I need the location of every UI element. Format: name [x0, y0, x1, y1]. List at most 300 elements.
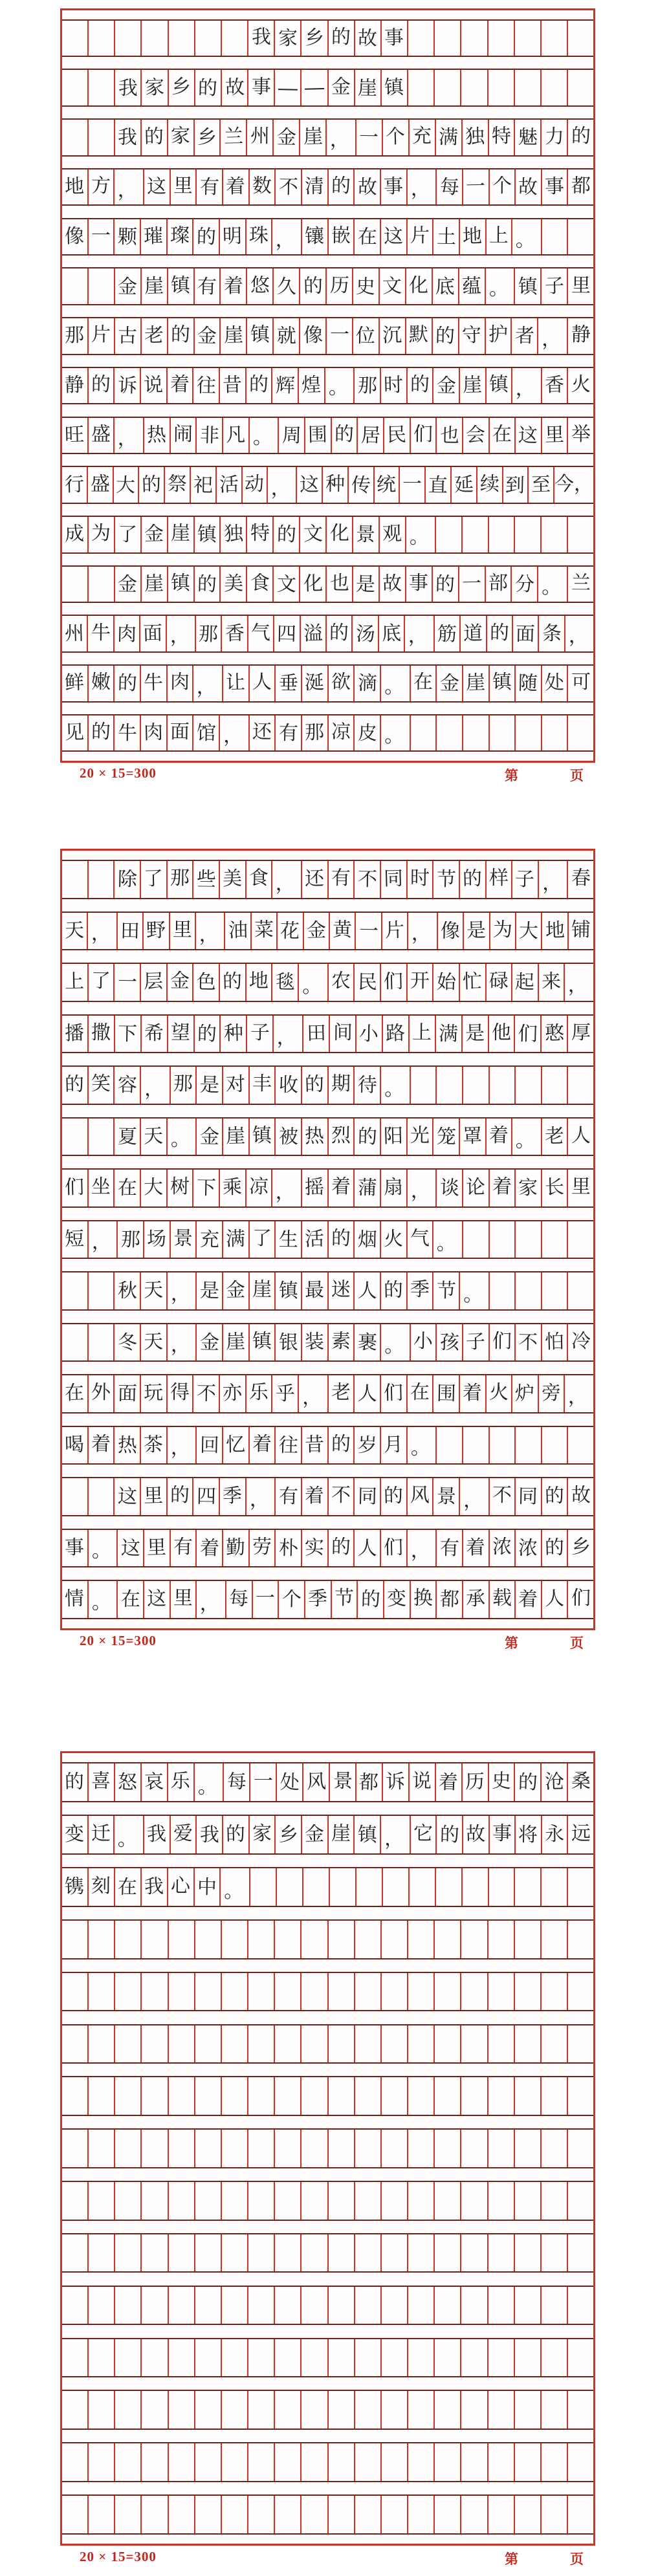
grid-cell	[458, 318, 485, 354]
grid-cell	[327, 70, 354, 105]
grid-cell	[193, 567, 220, 602]
handwritten-char: 那	[198, 623, 219, 646]
grid-cell	[540, 70, 567, 105]
handwritten-char: 独	[223, 523, 244, 545]
grid-row	[62, 2286, 593, 2326]
handwritten-char: ，	[249, 1489, 269, 1511]
handwritten-char: 景	[436, 1486, 456, 1508]
grid-cell	[273, 616, 299, 651]
grid-cell	[274, 169, 301, 205]
handwritten-char: 民	[357, 972, 377, 994]
handwritten-char: ，	[271, 477, 291, 500]
grid-cell	[460, 2443, 487, 2481]
grid-cell	[463, 913, 488, 950]
grid-cell	[408, 1016, 435, 1053]
grid-cell	[538, 616, 564, 651]
grid-cell	[195, 913, 224, 950]
handwritten-char: 们	[383, 1536, 404, 1559]
grid-cell	[62, 21, 87, 56]
grid-cell	[222, 1427, 248, 1464]
handwritten-char: 里	[544, 424, 565, 446]
grid-cell	[87, 1170, 114, 1206]
handwritten-char: 崖	[144, 275, 164, 297]
grid-cell	[514, 2025, 540, 2063]
grid-cell	[327, 21, 354, 56]
grid-cell	[407, 2287, 433, 2324]
handwritten-char: 里	[143, 1485, 164, 1507]
handwritten-char: 那	[304, 721, 325, 744]
handwritten-char: 的	[170, 1485, 190, 1507]
handwritten-char: 处	[544, 672, 565, 694]
handwritten-char: 乡	[304, 27, 325, 49]
grid-cell	[327, 1221, 354, 1258]
handwritten-char: 忙	[462, 971, 483, 993]
handwritten-char: 蕴	[461, 275, 482, 297]
grid-cell	[567, 666, 593, 701]
handwritten-char: 嵌	[331, 224, 351, 246]
grid-cell	[298, 964, 327, 1001]
handwritten-char: 不	[196, 1383, 216, 1405]
grid-cell	[485, 368, 512, 404]
handwritten-char: 凡	[225, 424, 246, 446]
page-word-di: 第	[505, 1635, 518, 1651]
grid-cell	[407, 70, 433, 105]
grid-cell	[219, 120, 246, 155]
grid-cell	[487, 2443, 514, 2481]
grid-cell	[221, 2287, 247, 2324]
handwritten-char: 在	[64, 1382, 85, 1404]
grid-row	[62, 267, 593, 305]
handwritten-char: 一	[465, 175, 486, 198]
grid-cell	[540, 2496, 567, 2533]
page-3-footer	[60, 2548, 595, 2568]
grid-cell	[410, 1816, 436, 1853]
page-number-label	[505, 1633, 584, 1652]
grid-cell	[272, 517, 299, 552]
grid-cell	[435, 517, 461, 552]
handwritten-char: 不	[492, 1485, 512, 1507]
grid-cell	[248, 1816, 275, 1853]
handwritten-char: 油	[228, 919, 248, 942]
grid-cell	[462, 418, 488, 453]
grid-cell	[246, 268, 272, 304]
handwritten-char: 上	[412, 1021, 432, 1044]
handwritten-char: 为	[91, 523, 111, 545]
grid-cell	[140, 368, 166, 404]
grid-cell	[567, 1530, 593, 1567]
grid-cell	[87, 1530, 117, 1567]
grid-row	[62, 69, 593, 107]
grid-cell	[408, 1868, 435, 1906]
handwritten-char: 摇	[304, 1177, 325, 1199]
grid-cell	[87, 2287, 114, 2324]
grid-margin-strip	[62, 1619, 593, 1628]
grid-cell	[114, 268, 140, 304]
grid-cell	[433, 2287, 460, 2324]
handwritten-char: 有	[439, 1537, 459, 1560]
handwritten-char: 的	[91, 721, 111, 743]
grid-cell	[143, 1530, 170, 1567]
grid-cell	[62, 318, 87, 354]
grid-cell	[113, 861, 140, 898]
grid-cell	[433, 21, 460, 56]
handwritten-char: 气	[410, 1227, 430, 1250]
handwritten-char: 大	[518, 920, 539, 943]
grid-cell	[538, 964, 564, 1001]
grid-cell	[433, 2339, 460, 2377]
handwritten-char: 的	[225, 1823, 246, 1846]
handwritten-char: 的	[248, 373, 269, 396]
grid-cell	[325, 616, 351, 651]
grid-cell	[460, 2391, 487, 2429]
handwritten-char: 还	[304, 868, 325, 890]
grid-cell	[245, 368, 272, 404]
handwritten-char: 的	[144, 126, 164, 148]
handwritten-char: 些	[196, 869, 216, 891]
grid-cell	[538, 1375, 564, 1412]
handwritten-char: 往	[278, 1434, 298, 1457]
handwritten-char: 州	[250, 126, 270, 147]
handwritten-char: 们	[492, 1330, 512, 1353]
grid-cell	[567, 2339, 593, 2377]
grid-cell	[195, 1581, 225, 1618]
grid-cell	[380, 2339, 407, 2377]
grid-cell	[329, 913, 355, 950]
grid-cell	[567, 2443, 593, 2481]
grid-cell	[511, 861, 538, 898]
grid-cell	[406, 964, 433, 1001]
handwritten-char: 菜	[254, 919, 274, 941]
handwritten-char: 垂	[278, 673, 298, 695]
grid-cell	[378, 567, 405, 602]
handwritten-char: 满	[438, 127, 459, 149]
handwritten-char: 也	[439, 424, 459, 447]
grid-cell	[116, 1530, 143, 1567]
grid-cell	[246, 517, 272, 552]
grid-cell	[62, 2391, 87, 2429]
grid-cell	[354, 2443, 380, 2481]
grid-cell	[166, 219, 193, 255]
grid-cell	[300, 2496, 327, 2533]
handwritten-char: 变	[386, 1588, 407, 1610]
grid-cell	[167, 268, 193, 304]
grid-row-gap	[62, 2011, 593, 2024]
grid-row	[62, 1168, 593, 1208]
grid-cell	[458, 567, 485, 602]
grid-cell	[113, 715, 140, 751]
grid-cell	[514, 21, 540, 56]
grid-cell	[433, 2496, 460, 2533]
handwritten-char: 活	[304, 1228, 325, 1250]
grid-cell	[194, 2182, 221, 2220]
grid-cell	[541, 368, 567, 404]
grid-cell	[140, 21, 167, 56]
grid-cell	[511, 964, 538, 1001]
grid-cell	[274, 715, 301, 751]
grid-cell	[301, 861, 327, 898]
handwritten-char: 充	[412, 126, 432, 147]
grid-cell	[540, 2182, 567, 2220]
grid-cell	[567, 1119, 593, 1155]
grid-cell	[380, 368, 406, 404]
grid-cell	[435, 1067, 462, 1104]
grid-cell	[511, 219, 541, 255]
grid-cell	[116, 1581, 143, 1618]
handwritten-char: 让	[225, 672, 246, 694]
grid-cell	[219, 1016, 246, 1053]
grid-cell	[462, 1221, 488, 1258]
grid-row-gap	[62, 2064, 593, 2076]
grid-cell	[87, 715, 114, 751]
grid-cell	[221, 70, 247, 105]
grid-row-gap	[62, 1208, 593, 1220]
handwritten-char: 金	[199, 1126, 219, 1148]
grid-row-gap	[62, 2116, 593, 2128]
grid-cell	[166, 861, 193, 898]
grid-cell	[194, 2391, 221, 2429]
handwritten-char: 金	[170, 970, 190, 992]
handwritten-char: 肉	[116, 623, 137, 646]
handwritten-char: 收	[278, 1075, 298, 1097]
handwritten-char: 论	[465, 1177, 486, 1199]
grid-cell	[540, 120, 567, 155]
handwritten-char: 大	[116, 474, 136, 496]
handwritten-char: 昔	[304, 1434, 325, 1456]
grid-cell	[170, 1816, 196, 1853]
grid-row	[62, 1220, 593, 1260]
grid-cell	[194, 2496, 221, 2533]
grid-cell	[514, 1868, 540, 1906]
handwritten-char: 崖	[225, 1125, 246, 1148]
handwritten-char: 我	[144, 1875, 164, 1898]
grid-cell	[488, 1530, 515, 1567]
grid-cell	[274, 2496, 300, 2533]
grid-cell	[351, 616, 377, 651]
handwritten-char: 的	[170, 324, 191, 346]
grid-cell	[380, 70, 407, 105]
handwritten-char: 道	[463, 622, 483, 645]
handwritten-char: 滴	[357, 673, 377, 695]
grid-cell	[378, 517, 405, 552]
handwritten-char: 香	[225, 622, 245, 645]
grid-cell	[488, 1763, 514, 1801]
grid-cell	[140, 861, 166, 898]
grid-cell	[143, 169, 170, 205]
grid-cell	[327, 2287, 354, 2324]
handwritten-char: ，	[408, 625, 428, 648]
handwritten-char: 乐	[248, 1382, 269, 1404]
grid-cell	[195, 1816, 222, 1853]
handwritten-char: 茶	[143, 1434, 164, 1456]
grid-cell	[461, 1016, 488, 1053]
grid-cell	[485, 1119, 512, 1155]
handwritten-char: 这	[120, 1537, 140, 1560]
grid-cell	[406, 1478, 433, 1515]
handwritten-char: 见	[64, 721, 85, 744]
grid-cell	[514, 2130, 540, 2167]
grid-cell	[274, 2025, 300, 2063]
grid-cell	[248, 1427, 275, 1464]
grid-cell	[488, 517, 514, 552]
handwritten-char: 力	[544, 126, 565, 148]
handwritten-char: 。	[384, 725, 404, 747]
grid-cell	[113, 616, 139, 651]
grid-cell	[540, 517, 567, 552]
grid-cell	[140, 2287, 167, 2324]
handwritten-char: 子	[544, 275, 565, 297]
handwritten-char: 们	[571, 1588, 591, 1610]
grid-cell	[247, 2339, 274, 2377]
grid-row	[62, 1117, 593, 1157]
grid-cell	[252, 1581, 278, 1618]
grid-cell	[193, 1763, 223, 1801]
grid-cell	[276, 1868, 302, 1906]
handwritten-char: 崖	[170, 523, 191, 545]
grid-cell	[87, 219, 114, 255]
grid-cell	[304, 418, 331, 453]
grid-row	[62, 2338, 593, 2378]
handwritten-char: 家	[144, 76, 165, 99]
grid-cell	[87, 1581, 117, 1618]
grid-cell	[299, 120, 325, 155]
grid-cell	[327, 2130, 354, 2167]
handwritten-char: 桑	[571, 1771, 591, 1793]
handwritten-char: 的	[331, 26, 351, 49]
handwritten-char: 天	[64, 919, 85, 942]
grid-row-gap	[62, 2325, 593, 2337]
grid-cell	[113, 1478, 140, 1515]
grid-cell	[296, 467, 322, 503]
handwritten-char: 。	[224, 1880, 244, 1903]
grid-cell	[514, 2287, 540, 2324]
grid-cell	[352, 268, 378, 304]
grid-row	[62, 2128, 593, 2168]
handwritten-char: 了	[91, 970, 111, 992]
grid-cell	[380, 2391, 407, 2429]
grid-cell	[222, 169, 248, 205]
handwritten-char: 一	[359, 127, 379, 149]
handwritten-char: ，	[568, 1386, 588, 1408]
grid-cell	[221, 2234, 247, 2272]
grid-cell	[219, 1170, 245, 1206]
grid-cell	[564, 1375, 593, 1412]
handwritten-char: 守	[461, 324, 482, 347]
handwritten-char: 阳	[383, 1125, 404, 1148]
handwritten-char: 。	[384, 1078, 404, 1100]
grid-cell	[405, 517, 435, 552]
handwritten-char: 金	[304, 1823, 325, 1846]
grid-cell	[87, 1816, 114, 1853]
grid-row-gap	[62, 1465, 593, 1477]
grid-cell	[567, 2025, 593, 2063]
grid-cell	[488, 666, 515, 701]
grid-cell	[476, 467, 502, 503]
handwritten-char: 故	[357, 176, 377, 199]
handwritten-char: 底	[435, 276, 455, 298]
handwritten-char: 。	[252, 426, 272, 449]
handwritten-char: 文	[303, 523, 323, 545]
grid-cell	[405, 318, 432, 354]
grid-cell	[272, 567, 299, 602]
grid-cell	[62, 861, 87, 898]
grid-cell	[514, 1221, 541, 1258]
grid-cell	[380, 1973, 407, 2011]
grid-cell	[567, 517, 593, 552]
handwritten-char: 往	[196, 375, 216, 397]
grid-row	[62, 1580, 593, 1619]
grid-cell	[488, 1067, 515, 1104]
grid-cell	[462, 1427, 488, 1464]
handwritten-char: 气	[250, 622, 271, 644]
grid-cell	[62, 1478, 87, 1515]
handwritten-char: 里	[571, 1176, 591, 1198]
handwritten-char: 忆	[225, 1434, 246, 1456]
grid-cell	[567, 913, 593, 950]
handwritten-char: 香	[544, 374, 565, 397]
grid-cell	[347, 467, 373, 503]
grid-cell	[87, 70, 114, 105]
grid-cell	[167, 517, 193, 552]
grid-cell	[383, 1581, 410, 1618]
grid-cell	[327, 169, 354, 205]
handwritten-char: 。	[170, 1129, 190, 1151]
grid-cell	[460, 2287, 487, 2324]
handwritten-char: 。	[515, 229, 536, 252]
grid-cell	[462, 715, 488, 751]
grid-cell	[113, 169, 143, 205]
handwritten-char: ，	[411, 923, 432, 945]
grid-cell	[114, 70, 140, 105]
handwritten-char: 火	[571, 373, 591, 396]
grid-cell	[514, 1067, 541, 1104]
grid-row	[62, 1426, 593, 1465]
handwritten-char: 田	[120, 920, 140, 943]
grid-cell	[540, 2287, 567, 2324]
grid-cell	[192, 1478, 219, 1515]
grid-cell	[62, 616, 87, 651]
grid-cell	[62, 70, 87, 105]
grid-cell	[272, 268, 299, 304]
grid-cell	[302, 1763, 329, 1801]
grid-cell	[301, 715, 327, 751]
handwritten-char: 生	[278, 1228, 298, 1251]
handwritten-char: 成	[65, 523, 85, 545]
grid-cell	[511, 1119, 541, 1155]
grid-cell	[354, 2391, 380, 2429]
grid-row-gap	[62, 504, 593, 516]
grid-cell	[274, 1272, 301, 1309]
handwritten-char: 金	[276, 127, 297, 149]
handwritten-char: 史	[356, 276, 376, 298]
grid-cell	[87, 861, 114, 898]
grid-cell	[168, 2234, 194, 2272]
grid-cell	[62, 2234, 87, 2272]
grid-cell	[540, 2025, 567, 2063]
grid-cell	[62, 1119, 87, 1155]
handwritten-char: 金	[225, 1280, 246, 1302]
grid-cell	[219, 318, 246, 354]
grid-cell	[167, 1016, 193, 1053]
grid-cell	[380, 1375, 406, 1412]
handwritten-char: 的	[304, 1074, 325, 1096]
grid-cell	[271, 1375, 298, 1412]
handwritten-char: 方	[91, 175, 111, 197]
grid-cell	[354, 21, 380, 56]
grid-cell	[510, 318, 537, 354]
grid-row-gap	[62, 305, 593, 317]
grid-cell	[405, 567, 432, 602]
handwritten-char: 的	[360, 1589, 380, 1611]
